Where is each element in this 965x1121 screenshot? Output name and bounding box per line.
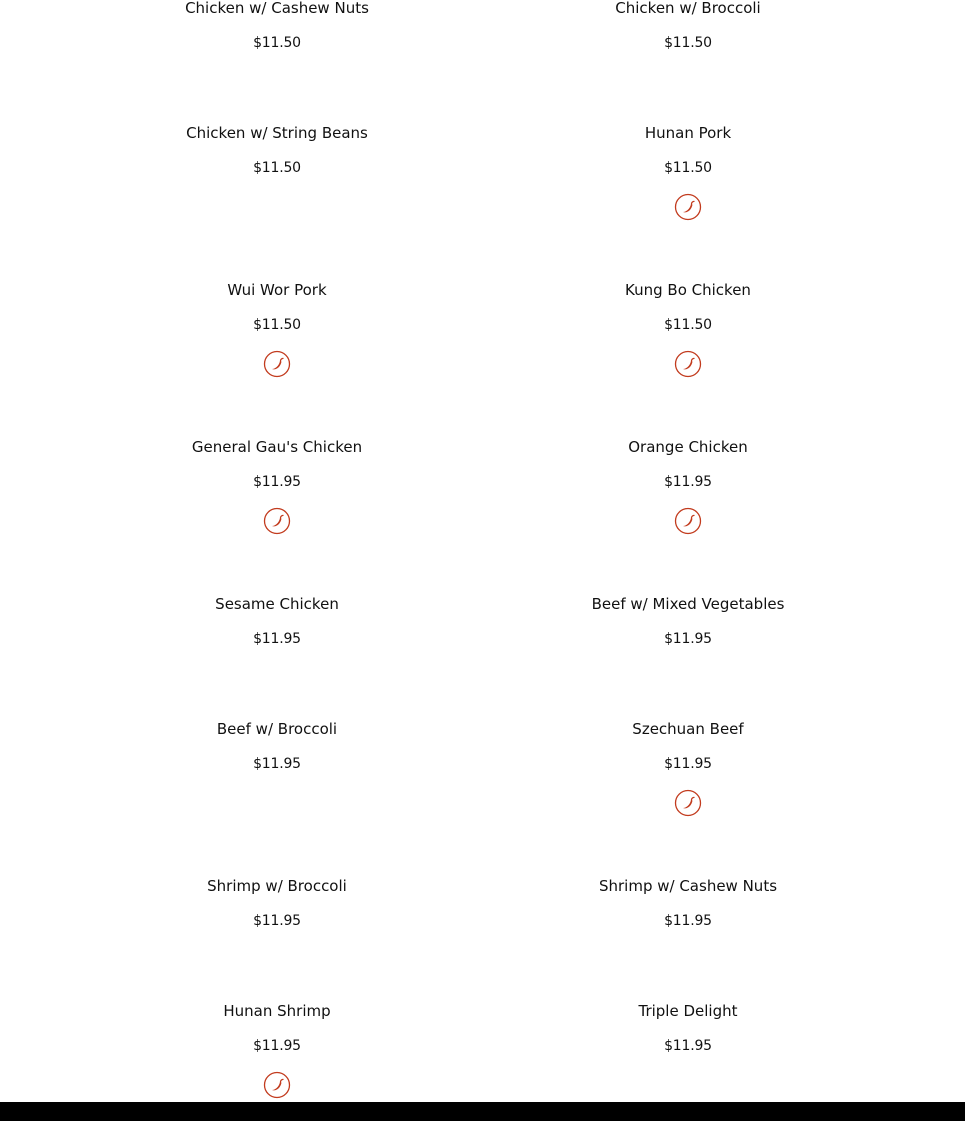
menu-item-price: $11.50 — [664, 160, 712, 176]
chili-pepper-icon — [674, 789, 702, 817]
chili-pepper-icon — [263, 507, 291, 535]
menu-item-name: Shrimp w/ Broccoli — [207, 877, 347, 895]
menu-item-name: Wui Wor Pork — [227, 281, 327, 299]
menu-item-price: $11.95 — [664, 756, 712, 772]
menu-item-price: $11.95 — [664, 631, 712, 647]
menu-item-price: $11.50 — [664, 35, 712, 51]
chili-pepper-icon — [263, 350, 291, 378]
chili-pepper-icon — [674, 193, 702, 221]
menu-item-price: $11.95 — [664, 913, 712, 929]
menu-item-name: Chicken w/ Cashew Nuts — [185, 0, 369, 17]
menu-item-price: $11.95 — [253, 474, 301, 490]
footer-bar — [0, 1102, 965, 1121]
chili-pepper-icon — [674, 507, 702, 535]
menu-item-price: $11.95 — [253, 631, 301, 647]
menu-item-name: Chicken w/ String Beans — [186, 124, 368, 142]
menu-item-price: $11.50 — [253, 317, 301, 333]
menu-item-name: Beef w/ Broccoli — [216, 720, 338, 738]
menu-item-name: Orange Chicken — [628, 438, 748, 456]
chili-pepper-icon — [674, 350, 702, 378]
menu-item-price: $11.50 — [253, 35, 301, 51]
menu-item-name: Chicken w/ Broccoli — [615, 0, 761, 17]
menu-item-price: $11.95 — [664, 1038, 712, 1054]
chili-pepper-icon — [263, 1071, 291, 1099]
menu-item-price: $11.95 — [253, 913, 301, 929]
menu-item-price: $11.95 — [664, 474, 712, 490]
menu-item-price: $11.50 — [664, 317, 712, 333]
menu-item-price: $11.95 — [253, 756, 301, 772]
menu-item-name: General Gau's Chicken — [191, 438, 363, 456]
menu-item-name: Hunan Pork — [644, 124, 732, 142]
menu-item-name: Triple Delight — [638, 1002, 738, 1020]
menu-item-name: Shrimp w/ Cashew Nuts — [598, 877, 778, 895]
menu-item-name: Hunan Shrimp — [223, 1002, 331, 1020]
menu-item-name: Sesame Chicken — [215, 595, 339, 613]
menu-item-name: Szechuan Beef — [632, 720, 744, 738]
menu-item-price: $11.50 — [253, 160, 301, 176]
menu-item-price: $11.95 — [253, 1038, 301, 1054]
menu-item-name: Kung Bo Chicken — [625, 281, 751, 299]
menu-item-name: Beef w/ Mixed Vegetables — [591, 595, 785, 613]
